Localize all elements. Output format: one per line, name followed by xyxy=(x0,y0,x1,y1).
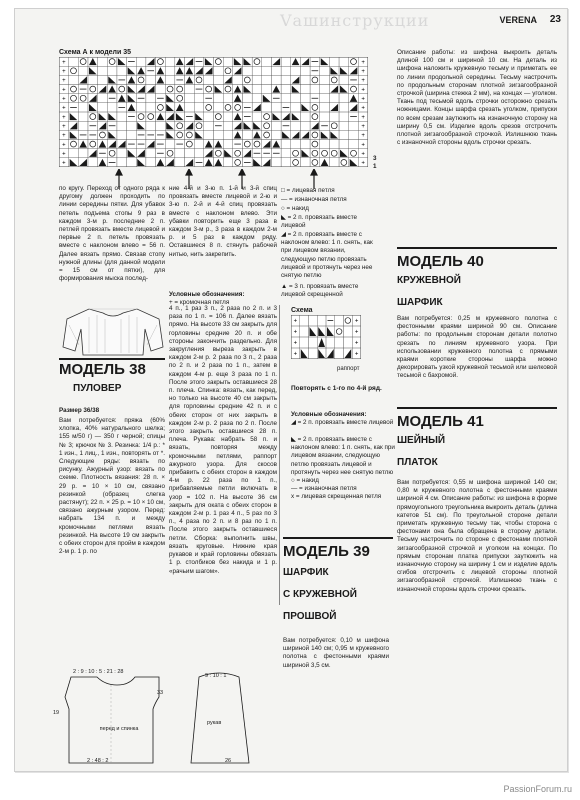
model40-title: МОДЕЛЬ 40 xyxy=(397,253,484,270)
svg-text:+: + xyxy=(62,96,66,103)
legend-a-item-3: ○ = накид xyxy=(281,205,309,212)
svg-text:+: + xyxy=(354,329,359,336)
svg-text:+: + xyxy=(293,329,298,336)
legend-a-item-1: □ = лицевая петля xyxy=(281,187,335,194)
model38-size: Размер 36/38 xyxy=(59,407,100,414)
svg-text:+: + xyxy=(62,105,66,112)
svg-text:+: + xyxy=(62,78,66,85)
svg-text:+: + xyxy=(62,123,66,130)
model41-rule xyxy=(397,407,557,409)
scheme-a-row-label-3: 3 xyxy=(373,155,377,162)
col2-top-text: ние 4-й и 3-ю п. 1-й и 3-й спиц провязать вместе лицевой и 2-ю и 3-ю п. 2-й и 4-й спиц провязать вместе с наклоном влево. Эти убавки повторить еще 3 раза в каждом 3-м р., 3 раза в каждом 2-м р. и 5 раз в каждом ряду. Оставшиеся 8 п. стянуть рабочей нитью, нить закрепить. xyxy=(169,185,277,258)
scheme-b-rapport: раппорт xyxy=(337,366,360,372)
sleeve-top-dims: 9 : 10 : 1 xyxy=(205,673,227,679)
model40-subtitle-1: КРУЖЕВНОЙ xyxy=(397,275,461,286)
model41-subtitle-1: ШЕЙНЫЙ xyxy=(397,435,446,446)
scheme-a-row-label-1: 1 xyxy=(373,163,377,170)
svg-text:+: + xyxy=(361,114,365,121)
svg-text:+: + xyxy=(62,142,66,149)
svg-text:+: + xyxy=(62,59,66,66)
scheme-a-title: Схема А к модели 35 xyxy=(59,49,132,56)
svg-text:+: + xyxy=(361,68,365,75)
scheme-b-legend-0: ◢ = 2 п. провязать вместе лицевой xyxy=(291,419,394,426)
scheme-b-legend-3: — = изнаночная петля xyxy=(291,485,357,492)
site-watermark: PassionForum.ru xyxy=(503,784,572,794)
scheme-a-knitting-chart xyxy=(59,57,368,167)
model41-text: Вам потребуется: 0,55 м шифона шириной 140 см; 0,80 м кружевного полотна с фестонными краями шириной 4 см. Описание работы: из шифона в форме прямоугольного треугольника выкроить деталь (длина катетов 51 см). По треугольной стороне детали приметать кружевную тесьму так, чтобы сторона с фестонами она была обращена в сторону детали. Тесьму настрочить по стороне с фестонами плотной зигзагообразной строчкой и уголком на концах. По прямым сторонам платка припуски заутюжить на изнаночную сторону на ширину 1 см и изделие вдоль сгибов отстрочить с лицевой стороны плотной зигзагообразной строчкой. Излишнюю ткань с изнаночной стороны вдоль строчки срезать. xyxy=(397,479,557,593)
svg-text:+: + xyxy=(62,68,66,75)
model39-subtitle-1: ШАРФИК xyxy=(283,567,329,578)
header-ghost-title: Vашинструкции xyxy=(280,11,430,30)
svg-text:+: + xyxy=(354,351,359,358)
model39-title: МОДЕЛЬ 39 xyxy=(283,543,370,560)
pattern-left-dim: 19 xyxy=(53,710,60,716)
page-header xyxy=(280,11,565,37)
svg-text:+: + xyxy=(62,114,66,121)
sleeve-label: рукав xyxy=(207,720,222,726)
model40-subtitle-2: ШАРФИК xyxy=(397,297,443,308)
svg-text:+: + xyxy=(361,96,365,103)
svg-text:+: + xyxy=(62,87,66,94)
model39-subtitle-3: ПРОШВОЙ xyxy=(283,611,337,622)
svg-text:+: + xyxy=(293,351,298,358)
scheme-b-legend-4: x = лицевая скрещенная петля xyxy=(291,493,382,500)
svg-text:+: + xyxy=(354,318,359,325)
model39-rule xyxy=(283,537,393,539)
scheme-b-legend-1: ◣ = 2 п. провязать вместе с наклоном влево: 1 п. снять, как при лицевом вязании, следующую петлю провязать лицевой и протянуть через нее снятую петлю xyxy=(291,436,395,476)
model41-title: МОДЕЛЬ 41 xyxy=(397,413,484,430)
page-number: 23 xyxy=(549,14,561,25)
svg-text:+: + xyxy=(62,160,66,167)
legend-a-item-5: ◢ = 2 п. провязать вместе с наклоном влево: 1 п. снять, как при лицевом вязании, следующую петлю провязать лицевой и протянуть через нее снятую петлю xyxy=(281,231,373,280)
model39-text: Вам потребуется: 0,10 м шифона шириной 140 см; 0,95 м кружевного полотна с фестонными краями шириной 3,5 см. xyxy=(283,637,389,669)
model38-pattern-diagram xyxy=(59,667,279,767)
scheme-b-repeat-text: Повторять с 1-го по 4-й ряд. xyxy=(291,385,382,392)
col4-top-text: Описание работы: из шифона выкроить деталь длиной 100 см и шириной 10 см. На деталь из шифона наложить кружевную тесьму и приметать ее по линии продольной середины. Тесьму настрочить по продольным сторонам плотной зигзагообразной строчкой (ширина стежка 2 мм), на концах — уголком. Ткань под тесьмой вдоль строчки осторожно срезать ножницами. Концы шарфа срезать уголком, припуски по всем срезам заутюжить на изнаночную сторону на ширину 0,5 см. Изделие вдоль срезов отстрочить плотной зигзагообразной строчкой. Излишнюю ткань с изнаночной стороны вдоль строчки срезать. xyxy=(397,49,557,147)
svg-text:+: + xyxy=(361,133,365,140)
svg-text:+: + xyxy=(361,105,365,112)
column-divider xyxy=(279,305,280,605)
svg-text:+: + xyxy=(361,87,365,94)
svg-text:+: + xyxy=(354,340,359,347)
sweater-illustration xyxy=(59,305,167,357)
model40-text: Вам потребуется: 0,25 м кружевного полотна с фестонными краями шириной 90 см. Описание работы: по продольным сторонам детали полотно срезать по линиям кружевного узора. При использовании кружевного полотна с прямыми краями короткие стороны шарфа можно декорировать узкой кружевной тесьмой или шелковой тесьмой с бахромой. xyxy=(397,315,557,380)
pattern-front-back-label: перед и спинка xyxy=(99,726,139,732)
scheme-b-legend-heading: Условные обозначения: xyxy=(291,411,367,418)
scheme-b-title: Схема xyxy=(291,307,313,314)
legend-a-item-6: ▲ = 3 п. провязать вместе лицевой скрещенной xyxy=(281,283,359,299)
magazine-page xyxy=(14,8,568,772)
model40-rule xyxy=(397,247,557,249)
svg-text:+: + xyxy=(361,151,365,158)
svg-text:+: + xyxy=(361,78,365,85)
scheme-b-legend-2: ○ = накид xyxy=(291,477,319,484)
sleeve-bottom-dim: 26 xyxy=(225,758,232,764)
model39-subtitle-2: С КРУЖЕВНОЙ xyxy=(283,589,357,600)
col1-top-text: по кругу. Переход от одного ряда к другому должен проходить по линии середины пятки. Для убавок петель подъема стопы 9 раз в каждом 3-м р. последние 2 п. петлей провязать вместе лицевой и первые 2 п. петель провязать вместе с наклоном влево = 56 п. Далее вязать прямо. Связав стопу нужной длины (для данной модели = 15 см от пятки), для формирования мыска послед- xyxy=(59,185,165,283)
pattern-bottom-dims: 2 : 48 : 2 xyxy=(87,758,109,764)
legend-a-item-2: — = изнаночная петля xyxy=(281,196,347,203)
model38-subtitle: ПУЛОВЕР xyxy=(73,383,122,394)
model38-title: МОДЕЛЬ 38 xyxy=(59,361,146,378)
model38-col2-text: 4 п., 1 раз 3 п., 2 раза по 2 п. и 3 раза по 1 п. = 106 п. Далее вязать прямо. На высоте 33 см закрыть для горловины средние 20 п. и обе стороны закончить раздельно. Для закругления выреза закрыть в каждом 2-м р. 2 раза по 3 п., 2 раза по 2 п. и 2 раза по 1 п., затем в каждом 4-м р. еще 3 раза по 1 п. После этого закрыть оставшиеся 28 п. плеча. Спинка: вязать, как перед, но только на высоте 40 см закрыть для горловины средние 42 п. и с обеих сторон от них закрыть в каждом 2-м р. 2 раза по 2 п. После этого закрыть оставшиеся 28 п. плеча. Рукава: набрать 58 п. и вязать, повторяя между кромочными петлями, раппорт ажурного узора. Для скосов прибавить с обеих сторон в каждом 4-м р. 22 раза по 1 п., прибавляемые петли включать в узор = 102 п. На высоте 36 см закрыть для оката с обеих сторон в каждом 2-м р. 1 раз 4 п., 5 раз по 3 п., 4 раза по 2 п. и 8 раз по 1 п. После этого закрыть оставшиеся петли. Сборка: выполнить швы, вязать круговые. Нижние края рукавов и край горловины обвязать 1 р. столбиков без накида и 1 р. «рачьим шагом». xyxy=(169,305,277,575)
scheme-b-knitting-chart xyxy=(291,315,361,359)
svg-text:+: + xyxy=(361,59,365,66)
legend-a-item-0: + = кромочная петля xyxy=(169,299,230,306)
svg-text:+: + xyxy=(293,340,298,347)
legend-a-item-4: ◣ = 2 п. провязать вместе лицевой xyxy=(281,214,358,230)
svg-text:+: + xyxy=(361,160,365,167)
svg-text:+: + xyxy=(361,123,365,130)
pattern-side-dim: 33 xyxy=(157,690,164,696)
svg-text:+: + xyxy=(62,133,66,140)
magazine-brand: VERENA xyxy=(499,15,537,25)
svg-text:+: + xyxy=(361,142,365,149)
legend-a-heading: Условные обозначения: xyxy=(169,291,245,298)
pattern-top-dims: 2 : 9 : 10 : 5 : 21 : 28 xyxy=(73,669,124,675)
svg-text:+: + xyxy=(293,318,298,325)
model38-rule xyxy=(59,358,165,360)
svg-text:+: + xyxy=(62,151,66,158)
model38-text: Вам потребуется: пряжа (60% хлопка, 40% натурального шелка; 155 м/50 г) — 350 г черной; спицы № 3; крючок № 3. Резинка: 1/4 р.: * 1 изн., 1 лиц., 1 изн., повторять от *. Следующие ряды: вязать по рисунку. Ажурный узор: вязать по схеме. Плотность вязания: 28 п. × 29 р. = 10 × 10 см, связано резинкой (образец слегка растянут); 22 п. × 25 р. = 10 × 10 см, связано ажурным узором. Перед: набрать 134 п. и между кромочными петлями вязать резинкой. На высоте 19 см закрыть с обеих сторон для пройм в каждом 2-м р. 1 р. по xyxy=(59,417,165,556)
model41-subtitle-2: ПЛАТОК xyxy=(397,457,438,468)
